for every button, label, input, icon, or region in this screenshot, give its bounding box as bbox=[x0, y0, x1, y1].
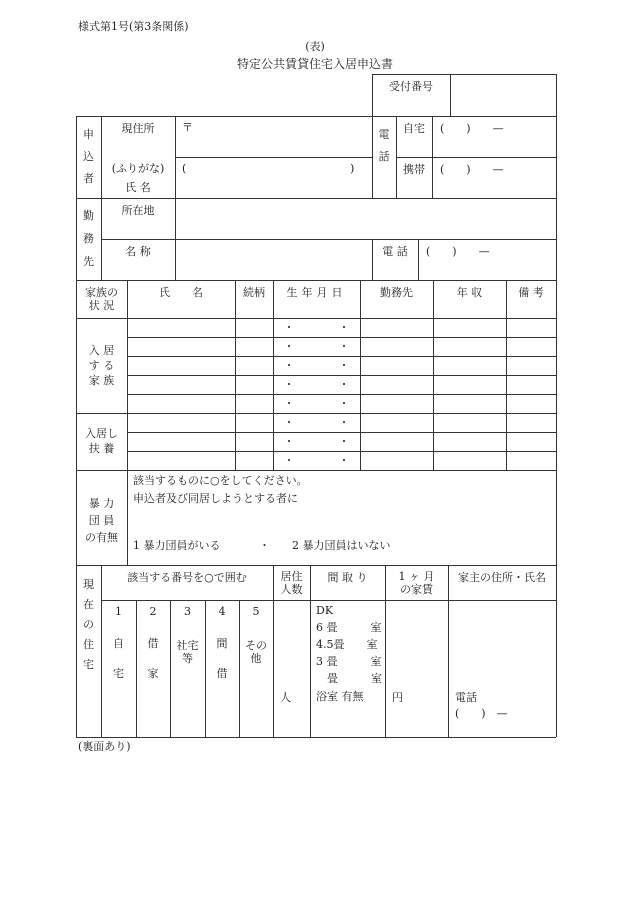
landlord-header: 家主の住所・氏名 bbox=[458, 571, 546, 584]
housing-option-number: 4 bbox=[218, 605, 226, 618]
housing-option-label: 社宅 等 bbox=[176, 639, 199, 665]
birthdate-dots: ・ ・ bbox=[283, 416, 350, 429]
occupants-unit: 人 bbox=[280, 691, 291, 704]
home-phone-label: 自宅 bbox=[403, 122, 425, 135]
gang-option-2[interactable]: 2 暴力団員はいない bbox=[292, 539, 391, 552]
birthdate-dots: ・ ・ bbox=[283, 378, 350, 391]
birthdate-dots: ・ ・ bbox=[283, 321, 350, 334]
layout-line-3: 3 畳 室 bbox=[316, 655, 382, 668]
occupants-header: 居住 人数 bbox=[280, 570, 303, 596]
housing-option-label: 自 宅 bbox=[113, 637, 124, 680]
form-number: 様式第1号(第3条関係) bbox=[78, 20, 189, 33]
side-label: (表) bbox=[305, 40, 325, 53]
current-address-label: 現住所 bbox=[121, 122, 155, 135]
housing-section-label: 現 在 の 住 宅 bbox=[83, 578, 94, 671]
family-relation-header: 続柄 bbox=[243, 286, 265, 299]
footer-note: (裏面あり) bbox=[78, 740, 131, 753]
birthdate-dots: ・ ・ bbox=[283, 435, 350, 448]
name-label: 氏 名 bbox=[125, 181, 151, 194]
workplace-location-label: 所在地 bbox=[121, 204, 155, 217]
home-phone-field[interactable]: ( ) — bbox=[440, 122, 504, 135]
furigana-paren-close: ) bbox=[350, 162, 355, 175]
workplace-phone-label: 電 話 bbox=[382, 245, 408, 258]
housing-option-label: 間 借 bbox=[216, 637, 228, 680]
gang-option-separator: ・ bbox=[259, 539, 270, 552]
family-birthdate-header: 生年月日 bbox=[286, 286, 347, 299]
layout-line-4-5: 4.5畳 室 bbox=[316, 638, 378, 651]
workplace-phone-field[interactable]: ( ) — bbox=[426, 245, 490, 258]
dependent-group-label: 入居し 扶 養 bbox=[85, 427, 118, 455]
birthdate-dots: ・ ・ bbox=[283, 340, 350, 353]
landlord-phone-field[interactable]: ( ) — bbox=[455, 707, 508, 720]
furigana-paren-open: ( bbox=[182, 162, 187, 175]
reception-label: 受付番号 bbox=[389, 80, 433, 93]
family-remarks-header: 備 考 bbox=[518, 286, 544, 299]
housing-option-number: 2 bbox=[149, 605, 157, 618]
workplace-name-field[interactable] bbox=[180, 243, 368, 277]
housing-option-label: 借 家 bbox=[147, 637, 159, 680]
mobile-phone-field[interactable]: ( ) — bbox=[440, 163, 504, 176]
birthdate-dots: ・ ・ bbox=[283, 397, 350, 410]
housing-option-number: 5 bbox=[252, 605, 260, 618]
applicant-phone-label: 電 話 bbox=[378, 128, 390, 163]
mobile-phone-label: 携帯 bbox=[403, 163, 425, 176]
birthdate-dots: ・ ・ bbox=[283, 454, 350, 467]
workplace-location-field[interactable] bbox=[180, 202, 552, 236]
gang-section-label: 暴 力 団 員 の有無 bbox=[85, 497, 118, 544]
workplace-section-label: 勤 務 先 bbox=[83, 209, 94, 268]
current-address-field[interactable] bbox=[196, 120, 368, 154]
housing-option-number: 3 bbox=[184, 605, 191, 618]
family-status-header: 家族の 状 況 bbox=[85, 286, 118, 312]
landlord-phone-label: 電話 bbox=[455, 691, 477, 704]
rent-header: 1 ヶ 月 の家賃 bbox=[398, 570, 435, 596]
layout-line-dk: DK bbox=[316, 604, 334, 617]
workplace-name-label: 名 称 bbox=[125, 245, 151, 258]
gang-option-1[interactable]: 1 暴力団員がいる bbox=[133, 539, 221, 552]
postal-mark: 〒 bbox=[182, 121, 193, 134]
furigana-label: (ふりがな) bbox=[111, 162, 165, 175]
page-title: 特定公共賃貸住宅入居申込書 bbox=[236, 57, 393, 71]
applicant-section-label: 申 込 者 bbox=[83, 128, 94, 185]
housing-option-number: 1 bbox=[115, 605, 122, 618]
family-income-header: 年 収 bbox=[456, 286, 483, 299]
gang-instruction: 該当するものに○をしてください。 bbox=[133, 474, 308, 487]
layout-line-extra: 畳 室 bbox=[316, 672, 382, 685]
rent-unit: 円 bbox=[392, 691, 403, 704]
layout-header: 間 取 り bbox=[327, 571, 368, 584]
housing-option-label: その 他 bbox=[245, 639, 267, 665]
resident-family-group-label: 入 居 す る 家 族 bbox=[88, 344, 115, 387]
applicant-name-field[interactable] bbox=[190, 160, 345, 194]
layout-line-6: 6 畳 室 bbox=[316, 621, 382, 634]
family-name-header: 氏 名 bbox=[159, 286, 203, 299]
gang-subject: 申込者及び同居しようとする者に bbox=[133, 492, 298, 505]
birthdate-dots: ・ ・ bbox=[283, 359, 350, 372]
layout-line-bath: 浴室 有無 bbox=[316, 690, 364, 703]
circle-instruction: 該当する番号を○で囲む bbox=[127, 571, 247, 584]
family-workplace-header: 勤務先 bbox=[380, 286, 413, 299]
